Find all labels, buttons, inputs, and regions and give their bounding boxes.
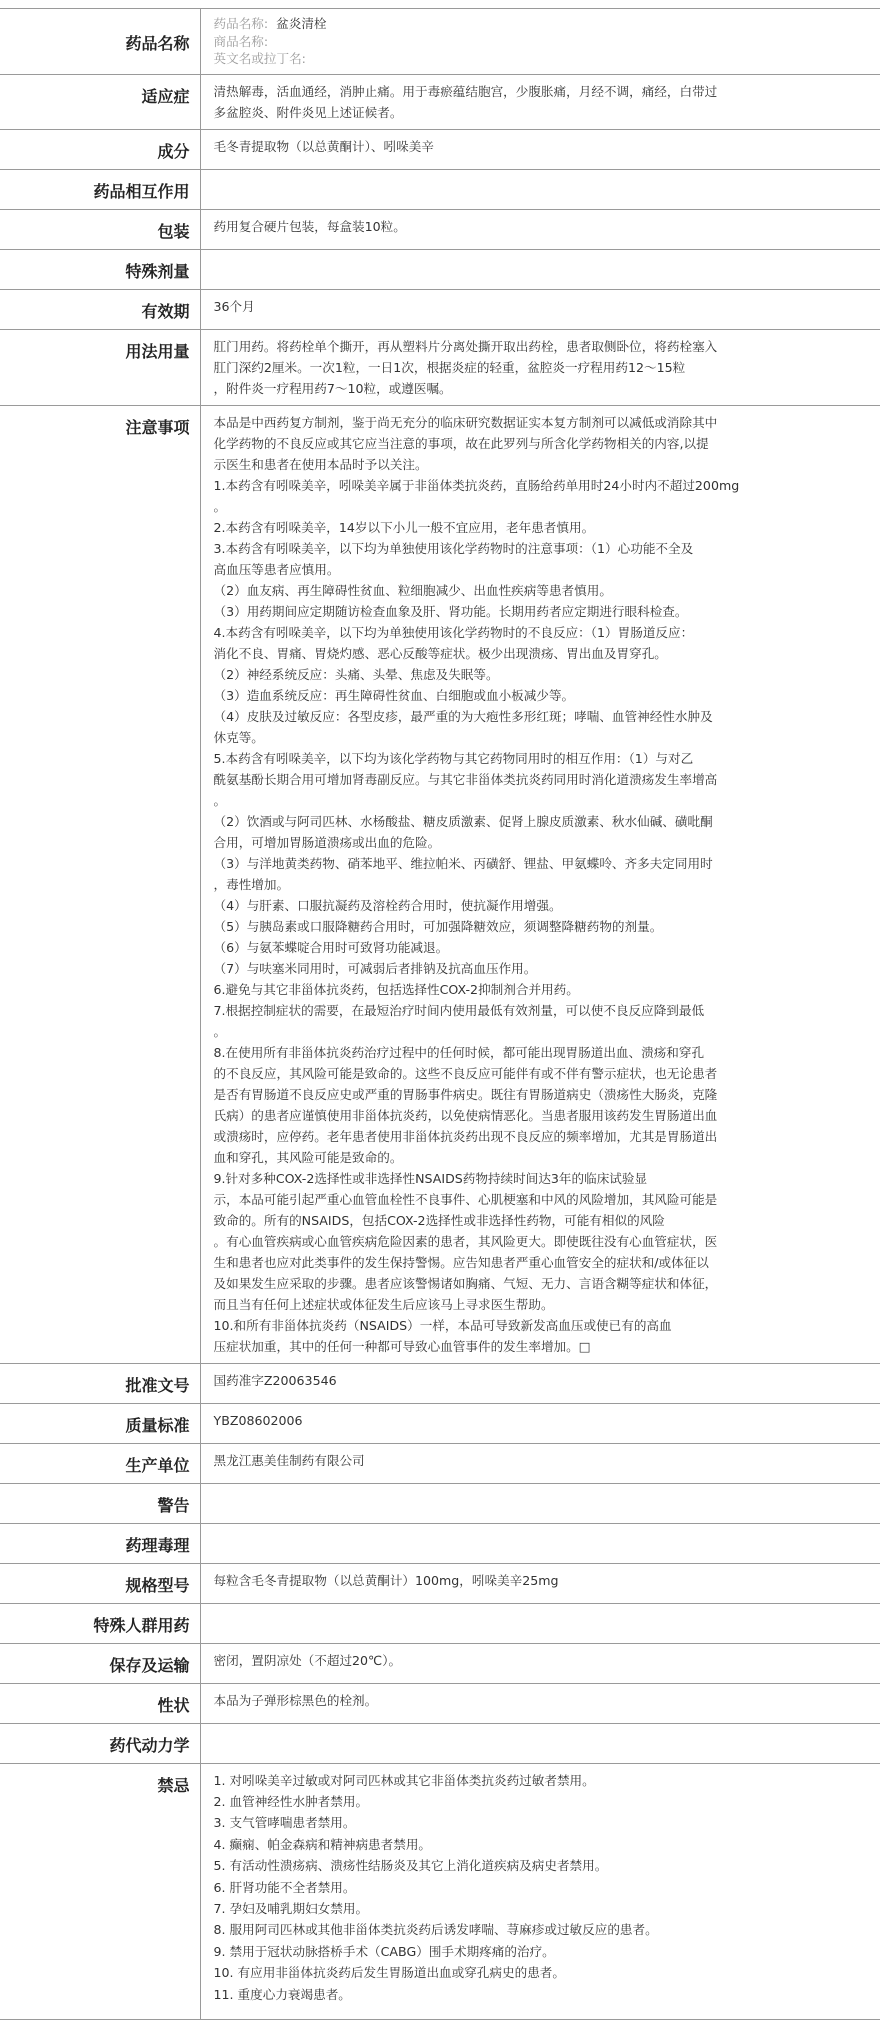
contraindication-item: 11. 重度心力衰竭患者。 bbox=[213, 1986, 351, 2002]
row-drug-name bbox=[0, 9, 880, 75]
precautions-line: 。 bbox=[213, 498, 227, 514]
value-special-population bbox=[200, 1603, 880, 1643]
precautions-line: 或溃疡时，应停药。老年患者使用非甾体抗炎药出现不良反应的频率增加，尤其是胃肠道出 bbox=[213, 1128, 718, 1144]
value-usage bbox=[200, 329, 880, 405]
precautions-line: ，毒性增加。 bbox=[213, 876, 290, 892]
precautions-line: 。 bbox=[213, 1023, 227, 1039]
usage-line: ，附件炎一疗程用药7～10粒，或遵医嘱。 bbox=[213, 380, 452, 396]
precautions-line: 9.针对多种COX-2选择性或非选择性NSAIDS药物持续时间达3年的临床试验显 bbox=[213, 1170, 648, 1186]
precautions-line: 5.本药含有吲哚美辛，以下均为该化学药物与其它药物同用时的相互作用：（1）与对乙 bbox=[213, 750, 694, 766]
precautions-line: 8.在使用所有非甾体抗炎药治疗过程中的任何时候，都可能出现胃肠道出血、溃疡和穿孔 bbox=[213, 1044, 705, 1060]
row-package bbox=[0, 209, 880, 249]
row-usage bbox=[0, 329, 880, 405]
precautions-line: 致命的。所有的NSAIDS，包括COX-2选择性或非选择性药物，可能有相似的风险 bbox=[213, 1212, 665, 1228]
contraindication-item: 1. 对吲哚美辛过敏或对阿司匹林或其它非甾体类抗炎药过敏者禁用。 bbox=[213, 1772, 595, 1788]
value-validity: 36个月 bbox=[200, 289, 880, 329]
generic-name-line bbox=[214, 15, 861, 33]
label-properties: 性状 bbox=[0, 1683, 200, 1723]
precautions-line: 压症状加重，其中的任何一种都可导致心血管事件的发生率增加。□ bbox=[213, 1338, 591, 1354]
row-toxicology bbox=[0, 1523, 880, 1563]
label-usage: 用法用量 bbox=[0, 329, 200, 405]
generic-name-label: 药品名称: bbox=[213, 16, 269, 31]
label-approval: 批准文号 bbox=[0, 1363, 200, 1403]
precautions-line: 。 bbox=[213, 792, 227, 808]
contraindication-item: 8. 服用阿司匹林或其他非甾体类抗炎药后诱发哮喘、荨麻疹或过敏反应的患者。 bbox=[213, 1922, 658, 1938]
row-interactions bbox=[0, 169, 880, 209]
precautions-line: 示，本品可能引起严重心血管血栓性不良事件、心肌梗塞和中风的风险增加，其风险可能是 bbox=[213, 1191, 718, 1207]
row-pharmacokinetics bbox=[0, 1723, 880, 1763]
precautions-line: （2）血友病、再生障碍性贫血、粒细胞减少、出血性疾病等患者慎用。 bbox=[213, 582, 612, 598]
indications-line: 多盆腔炎、附件炎见上述证候者。 bbox=[213, 104, 403, 120]
contraindication-item: 5. 有活动性溃疡病、溃疡性结肠炎及其它上消化道疾病及病史者禁用。 bbox=[213, 1858, 608, 1874]
label-special-dosage: 特殊剂量 bbox=[0, 249, 200, 289]
value-precautions bbox=[200, 405, 880, 1363]
precautions-line: 是否有胃肠道不良反应史或严重的胃肠事件病史。既往有胃肠道病史（溃疡性大肠炎，克隆 bbox=[213, 1086, 718, 1102]
precautions-line: （4）与肝素、口服抗凝药及溶栓药合用时，使抗凝作用增强。 bbox=[213, 897, 562, 913]
precautions-line: （5）与胰岛素或口服降糖药合用时，可加强降糖效应，须调整降糖药物的剂量。 bbox=[213, 918, 663, 934]
value-indications bbox=[200, 74, 880, 129]
label-standard: 质量标准 bbox=[0, 1403, 200, 1443]
precautions-line: （3）与洋地黄类药物、硝苯地平、维拉帕米、丙磺舒、锂盐、甲氨蝶呤、齐多夫定同用时 bbox=[213, 855, 713, 871]
precautions-line: 示医生和患者在使用本品时予以关注。 bbox=[213, 456, 428, 472]
precautions-line: 而且当有任何上述症状或体征发生后应该马上寻求医生帮助。 bbox=[213, 1296, 554, 1312]
precautions-line: 6.避免与其它非甾体抗炎药，包括选择性COX-2抑制剂合并用药。 bbox=[213, 981, 579, 997]
precautions-line: 3.本药含有吲哚美辛，以下均为单独使用该化学药物时的注意事项：（1）心功能不全及 bbox=[213, 540, 694, 556]
value-special-dosage bbox=[200, 249, 880, 289]
label-contraindications: 禁忌 bbox=[0, 1763, 200, 2019]
row-approval bbox=[0, 1363, 880, 1403]
contraindication-item: 4. 癫痫、帕金森病和精神病患者禁用。 bbox=[213, 1836, 432, 1852]
row-specification bbox=[0, 1563, 880, 1603]
value-specification: 每粒含毛冬青提取物（以总黄酮计）100mg，吲哚美辛25mg bbox=[200, 1563, 880, 1603]
precautions-line: （7）与呋塞米同用时，可减弱后者排钠及抗高血压作用。 bbox=[213, 960, 537, 976]
label-drug-name: 药品名称 bbox=[0, 9, 200, 75]
label-toxicology: 药理毒理 bbox=[0, 1523, 200, 1563]
precautions-line: 4.本药含有吲哚美辛，以下均为单独使用该化学药物时的不良反应：（1）胃肠道反应： bbox=[213, 624, 694, 640]
label-indications: 适应症 bbox=[0, 74, 200, 129]
precautions-line: 高血压等患者应慎用。 bbox=[213, 561, 340, 577]
label-special-population: 特殊人群用药 bbox=[0, 1603, 200, 1643]
row-special-dosage bbox=[0, 249, 880, 289]
row-precautions bbox=[0, 405, 880, 1363]
precautions-line: 酰氨基酚长期合用可增加肾毒副反应。与其它非甾体类抗炎药同用时消化道溃疡发生率增高 bbox=[213, 771, 718, 787]
precautions-line: （3）用药期间应定期随访检查血象及肝、肾功能。长期用药者应定期进行眼科检查。 bbox=[213, 603, 688, 619]
value-manufacturer: 黑龙江惠美佳制药有限公司 bbox=[200, 1443, 880, 1483]
precautions-line: 。有心血管疾病或心血管疾病危险因素的患者，其风险更大。即使既往没有心血管症状，医 bbox=[213, 1233, 718, 1249]
indications-line: 清热解毒，活血通经，消肿止痛。用于毒瘀蕴结胞宫，少腹胀痛，月经不调，痛经，白带过 bbox=[213, 83, 718, 99]
precautions-line: 消化不良、胃痛、胃烧灼感、恶心反酸等症状。极少出现溃疡、胃出血及胃穿孔。 bbox=[213, 645, 667, 661]
label-specification: 规格型号 bbox=[0, 1563, 200, 1603]
value-standard: YBZ08602006 bbox=[200, 1403, 880, 1443]
precautions-line: 的不良反应，其风险可能是致命的。这些不良反应可能伴有或不伴有警示症状，也无论患者 bbox=[213, 1065, 718, 1081]
row-special-population bbox=[0, 1603, 880, 1643]
row-ingredients bbox=[0, 129, 880, 169]
precautions-line: （2）饮酒或与阿司匹林、水杨酸盐、糖皮质激素、促肾上腺皮质激素、秋水仙碱、磺吡酮 bbox=[213, 813, 713, 829]
value-interactions bbox=[200, 169, 880, 209]
generic-name-value: 盆炎清栓 bbox=[276, 16, 327, 31]
value-warning bbox=[200, 1483, 880, 1523]
precautions-line: （4）皮肤及过敏反应：各型皮疹，最严重的为大疱性多形红斑；哮喘、血管神经性水肿及 bbox=[213, 708, 713, 724]
value-toxicology bbox=[200, 1523, 880, 1563]
precautions-line: 合用，可增加胃肠道溃疡或出血的危险。 bbox=[213, 834, 441, 850]
contraindication-item: 6. 肝肾功能不全者禁用。 bbox=[213, 1879, 356, 1895]
contraindication-item: 10. 有应用非甾体抗炎药后发生胃肠道出血或穿孔病史的患者。 bbox=[213, 1965, 565, 1981]
precautions-line: 休克等。 bbox=[213, 729, 264, 745]
precautions-line: （3）造血系统反应：再生障碍性贫血、白细胞或血小板减少等。 bbox=[213, 687, 575, 703]
value-pharmacokinetics bbox=[200, 1723, 880, 1763]
row-manufacturer bbox=[0, 1443, 880, 1483]
drug-info-table bbox=[0, 8, 880, 2020]
row-validity bbox=[0, 289, 880, 329]
precautions-line: （6）与氨苯蝶啶合用时可致肾功能减退。 bbox=[213, 939, 449, 955]
label-warning: 警告 bbox=[0, 1483, 200, 1523]
label-precautions: 注意事项 bbox=[0, 405, 200, 1363]
value-contraindications bbox=[200, 1763, 880, 2019]
row-indications bbox=[0, 74, 880, 129]
row-standard bbox=[0, 1403, 880, 1443]
precautions-line: （2）神经系统反应：头痛、头晕、焦虑及失眠等。 bbox=[213, 666, 499, 682]
label-ingredients: 成分 bbox=[0, 129, 200, 169]
contraindication-item: 7. 孕妇及哺乳期妇女禁用。 bbox=[213, 1900, 369, 1916]
row-contraindications bbox=[0, 1763, 880, 2019]
value-ingredients: 毛冬青提取物（以总黄酮计）、吲哚美辛 bbox=[200, 129, 880, 169]
value-drug-name bbox=[200, 9, 880, 75]
precautions-line: 2.本药含有吲哚美辛，14岁以下小儿一般不宜应用，老年患者慎用。 bbox=[213, 519, 595, 535]
precautions-line: 化学药物的不良反应或其它应当注意的事项，故在此罗列与所含化学药物相关的内容,以提 bbox=[213, 435, 709, 451]
label-package: 包装 bbox=[0, 209, 200, 249]
label-pharmacokinetics: 药代动力学 bbox=[0, 1723, 200, 1763]
contraindication-item: 2. 血管神经性水肿者禁用。 bbox=[213, 1793, 369, 1809]
trade-name-label: 商品名称: bbox=[213, 33, 269, 49]
label-validity: 有效期 bbox=[0, 289, 200, 329]
usage-line: 肛门深约2厘米。一次1粒，一日1次，根据炎症的轻重，盆腔炎一疗程用药12～15粒 bbox=[213, 359, 686, 375]
label-storage: 保存及运输 bbox=[0, 1643, 200, 1683]
usage-line: 肛门用药。将药栓单个撕开，再从塑料片分离处撕开取出药栓，患者取侧卧位，将药栓塞入 bbox=[213, 338, 718, 354]
value-approval: 国药准字Z20063546 bbox=[200, 1363, 880, 1403]
precautions-line: 血和穿孔，其风险可能是致命的。 bbox=[213, 1149, 403, 1165]
precautions-line: 及如果发生应采取的步骤。患者应该警惕诸如胸痛、气短、无力、言语含糊等症状和体征， bbox=[213, 1275, 718, 1291]
precautions-line: 氏病）的患者应谨慎使用非甾体抗炎药，以免使病情恶化。当患者服用该药发生胃肠道出血 bbox=[213, 1107, 718, 1123]
value-storage: 密闭，置阴凉处（不超过20℃）。 bbox=[200, 1643, 880, 1683]
row-storage bbox=[0, 1643, 880, 1683]
english-name-label: 英文名或拉丁名: bbox=[213, 51, 306, 66]
value-package: 药用复合硬片包装，每盒装10粒。 bbox=[200, 209, 880, 249]
precautions-line: 7.根据控制症状的需要，在最短治疗时间内使用最低有效剂量，可以使不良反应降到最低 bbox=[213, 1002, 705, 1018]
precautions-line: 本品是中西药复方制剂，鉴于尚无充分的临床研究数据证实本复方制剂可以减低或消除其中 bbox=[213, 414, 718, 430]
row-warning bbox=[0, 1483, 880, 1523]
label-interactions: 药品相互作用 bbox=[0, 169, 200, 209]
precautions-line: 生和患者也应对此类事件的发生保持警惕。应告知患者严重心血管安全的症状和/或体征以 bbox=[213, 1254, 709, 1270]
value-properties: 本品为子弹形棕黑色的栓剂。 bbox=[200, 1683, 880, 1723]
row-properties bbox=[0, 1683, 880, 1723]
contraindication-item: 3. 支气管哮喘患者禁用。 bbox=[213, 1815, 356, 1831]
precautions-line: 10.和所有非甾体抗炎药（NSAIDS）一样，本品可导致新发高血压或使已有的高血 bbox=[213, 1317, 672, 1333]
precautions-line: 1.本药含有吲哚美辛，吲哚美辛属于非甾体类抗炎药，直肠给药单用时24小时内不超过200mg bbox=[213, 477, 740, 493]
label-manufacturer: 生产单位 bbox=[0, 1443, 200, 1483]
contraindication-item: 9. 禁用于冠状动脉搭桥手术（CABG）围手术期疼痛的治疗。 bbox=[213, 1943, 555, 1959]
